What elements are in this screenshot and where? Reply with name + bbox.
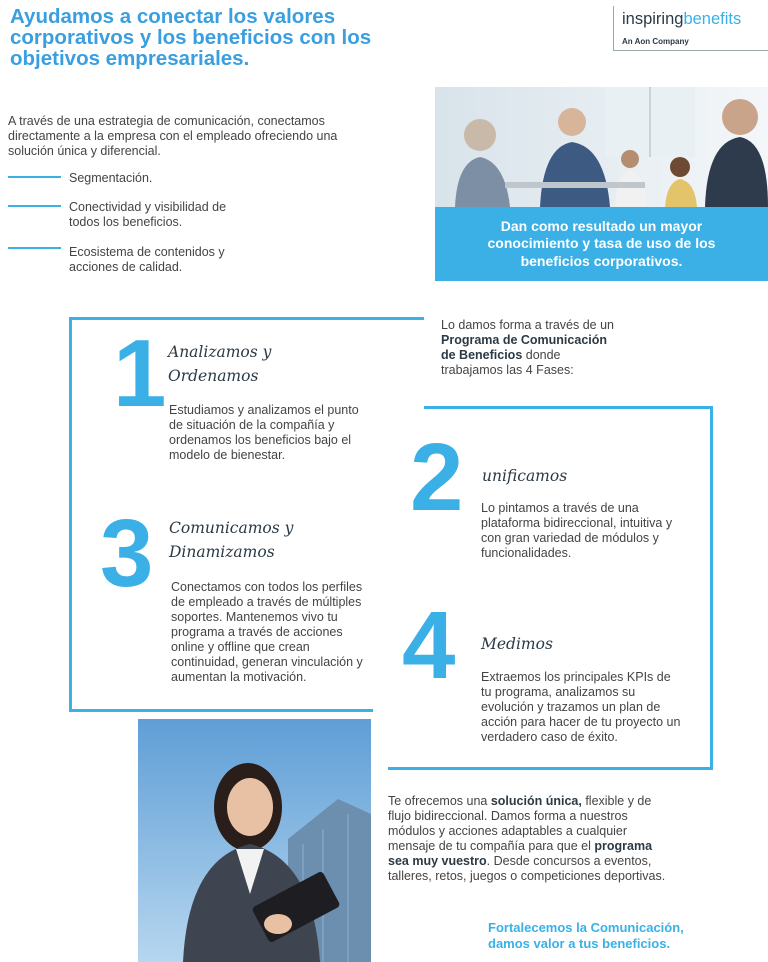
company-logo (613, 6, 768, 51)
banner-text: Dan como resultado un mayor conocimiento y tasa de uso de los beneficios corporativos. (487, 217, 716, 269)
bullet-line (8, 247, 61, 249)
program-intro-pre: Lo damos forma a través de un (441, 318, 615, 332)
phase-4-body: Extraemos los principales KPIs de tu programa, analizamos su evolución y trazamos un plan de acción para hacer de tu proyecto un verdadero caso de éxito. (481, 670, 681, 744)
logo-tagline: An Aon Company (622, 37, 689, 46)
closing-text-1: Te ofrecemos una (388, 794, 491, 808)
frame-line-bottom-left (69, 709, 373, 712)
frame-line-right (710, 406, 713, 770)
bullet-line (8, 176, 61, 178)
phase-4-number: 4 (402, 592, 456, 699)
closing-paragraph (388, 794, 673, 884)
closing-bold-2: programa sea muy vuestro (388, 839, 653, 868)
phase-1-number: 1 (113, 320, 167, 427)
bullet-item: Ecosistema de contenidos y acciones de calidad. (69, 245, 225, 274)
frame-line-top-right (424, 406, 713, 409)
frame-line-left (69, 317, 72, 712)
program-name: Programa de Comunicación de Beneficios (441, 333, 608, 362)
phase-2-body: Lo pintamos a través de una plataforma bidireccional, intuitiva y con gran variedad de módulos y funcionalidades. (481, 501, 673, 560)
logo-part-2: benefits (683, 10, 742, 28)
closing-text-3: . Desde concursos a eventos, talleres, retos, juegos o competiciones deportivas. (388, 854, 666, 883)
slogan: Fortalecemos la Comunicación, damos valor a tus beneficios. (488, 920, 684, 951)
bullet-line (8, 205, 61, 207)
phase-1-body: Estudiamos y analizamos el punto de situación de la compañía y ordenamos los beneficios bajo el modelo de bienestar. (169, 403, 359, 462)
result-banner (435, 207, 768, 281)
team-meeting-photo (435, 87, 768, 207)
phase-2-title: unificamos (482, 467, 568, 485)
logo-wordmark (622, 10, 741, 29)
phase-3-title: Comunicamos y Dinamizamos (169, 519, 294, 561)
phase-3-number: 3 (100, 500, 154, 607)
logo-part-1: inspiring (622, 10, 684, 28)
page-title: Ayudamos a conectar los valores corporativos y los beneficios con los objetivos empresariales. (10, 5, 372, 70)
phase-3-body: Conectamos con todos los perfiles de empleado a través de múltiples soportes. Mantenemos vivo tu programa a través de acciones online y offline que crean continuidad, generan vinculación y aumentan la motivación. (171, 580, 363, 684)
frame-line-bottom-right (388, 767, 713, 770)
phase-4-title: Medimos (481, 635, 553, 653)
closing-text-2: flexible y de flujo bidireccional. Damos forma a nuestros módulos y acciones adaptables a cualquier mensaje de tu compañía para que el (388, 794, 652, 853)
program-intro-post: donde trabajamos las 4 Fases: (441, 348, 574, 377)
businesswoman-photo (138, 719, 371, 962)
closing-bold-1: solución única, (490, 794, 582, 808)
bullet-item: Conectividad y visibilidad de todos los beneficios. (69, 200, 227, 229)
phase-2-number: 2 (410, 424, 464, 531)
bullet-item: Segmentación. (69, 171, 153, 185)
intro-paragraph: A través de una estrategia de comunicación, conectamos directamente a la empresa con el empleado ofreciendo una solución única y diferencial. (8, 114, 338, 158)
program-intro (441, 318, 621, 378)
phase-1-title: Analizamos y Ordenamos (168, 343, 272, 385)
